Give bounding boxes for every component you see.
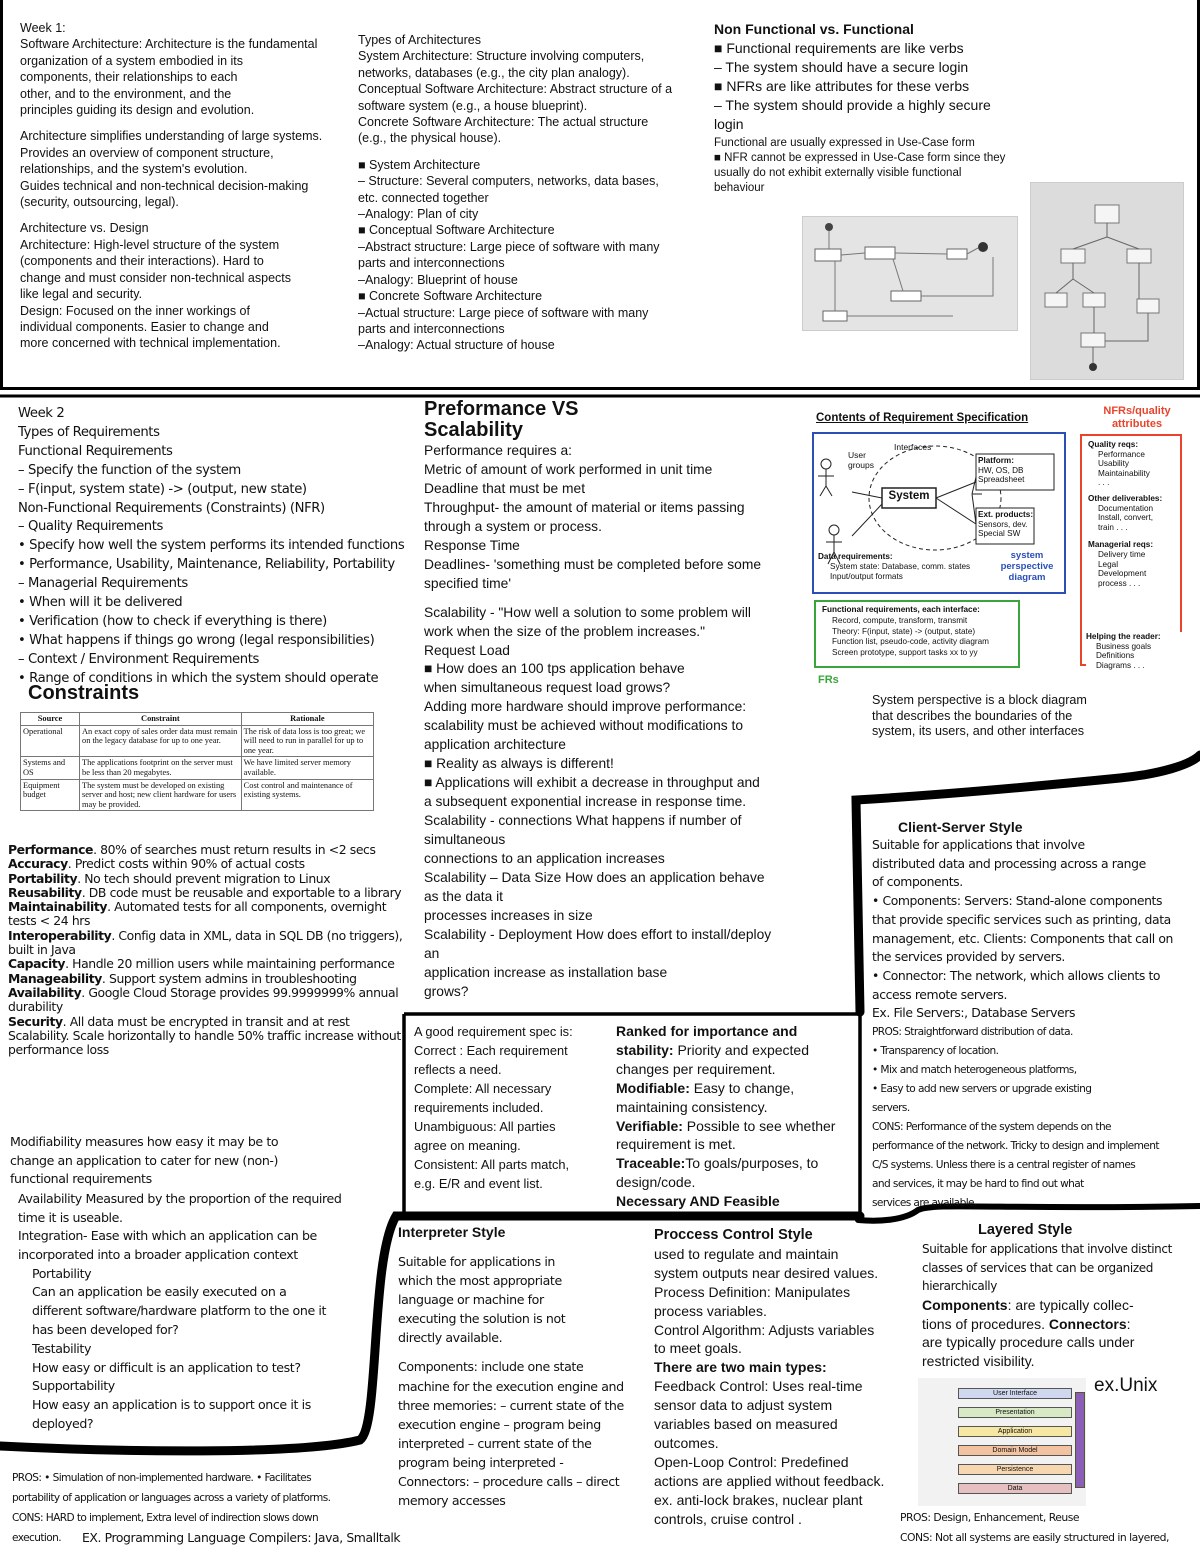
nfr-fr-note: behaviour	[714, 182, 765, 194]
ranked-text: Priority and expected changes per requirement.	[616, 1041, 809, 1077]
perf-line: Deadlines- 'something must be completed before some	[424, 556, 761, 572]
perf-title-line1: Preformance VS	[424, 398, 579, 420]
nfr-fr-note: usually do not exhibit externally visible functional	[714, 167, 962, 179]
week2-line: • Verification (how to check if everything is there)	[18, 613, 327, 629]
nfr-text: . Google Cloud Storage provides 99.9999999% annual durability	[8, 984, 399, 1015]
system-label: System	[888, 490, 930, 502]
process-type-line: Feedback Control: Uses real-time	[654, 1378, 863, 1395]
interpreter-line: machine for the execution engine and	[398, 1378, 624, 1394]
process-line: system outputs near desired values.	[654, 1264, 879, 1281]
integration-line: How easy or difficult is an application to test?	[32, 1359, 301, 1375]
nfr-fr-line: – The system should provide a highly secure	[714, 97, 991, 113]
table-header: Source	[21, 713, 80, 726]
managerial-item: Delivery time	[1098, 549, 1146, 559]
user-groups-label: User groups	[848, 450, 874, 470]
other-deliverables-label: Other deliverables:	[1088, 493, 1163, 503]
interpreter-pros-line: portability of application or languages across a variety of platforms.	[12, 1492, 331, 1504]
deliverable-item: Documentation	[1098, 503, 1154, 513]
good-req-line: Complete: All necessary	[414, 1081, 552, 1096]
perf-line: Deadline that must be met	[424, 480, 586, 496]
arch-type-line: ■ Conceptual Software Architecture	[358, 223, 555, 238]
layered-pros-line: CONS: Not all systems are easily structured in layered,	[900, 1531, 1169, 1544]
layered-line: restricted visibility.	[922, 1353, 1035, 1370]
client-server-line: Ex. File Servers:, Database Servers	[872, 1005, 1075, 1021]
week1-line: other, and to the environment, and the	[20, 86, 232, 101]
week2-line: • Range of conditions in which the system should operate	[18, 670, 379, 686]
arch-type-line: parts and interconnections	[358, 321, 505, 336]
perf-line: ■ How does an 100 tps application behave	[424, 661, 685, 677]
nfr-text: . Automated tests for all components, overnight tests < 24 hrs	[8, 899, 387, 929]
integration-line: different software/hardware platform to the one it	[32, 1303, 327, 1319]
client-server-title: Client-Server Style	[898, 819, 1023, 835]
frs-label: FRs	[818, 674, 839, 686]
client-server-proscons: CONS: Performance of the system depends on the	[872, 1121, 1111, 1134]
client-server-line: that provide specific services such as printing, data	[872, 911, 1171, 927]
verifiable-term: Verifiable:	[616, 1117, 683, 1134]
modifiable-item	[616, 1079, 852, 1117]
perf-line: application increase as installation base	[424, 964, 668, 980]
traceable-term: Traceable:	[616, 1155, 686, 1172]
week1-line: Software Architecture: Architecture is the fundamental	[20, 37, 318, 52]
client-server-proscons: • Mix and match heterogeneous platforms,	[872, 1064, 1077, 1077]
week1-line: Provides an overview of component structure,	[20, 145, 274, 160]
week1-line: Architecture vs. Design	[20, 221, 149, 236]
week2-line: – Quality Requirements	[18, 519, 163, 535]
perf-line: Scalability – Data Size How does an application behave	[424, 869, 765, 885]
verifiable-text: Possible to see whether requirement is met.	[616, 1117, 836, 1153]
layered-example-text: ex.Unix	[1094, 1375, 1158, 1396]
nfr-term: Capacity	[8, 956, 66, 972]
client-server-proscons: performance of the network. Tricky to design and implement	[872, 1140, 1159, 1153]
perf-line: grows?	[424, 983, 469, 999]
week2-line: Functional Requirements	[18, 443, 173, 459]
layered-architecture-diagram	[918, 1378, 1086, 1506]
arch-type-line: –Analogy: Actual structure of house	[358, 338, 555, 353]
integration-line: Testability	[32, 1340, 91, 1356]
interpreter-line	[398, 1347, 648, 1357]
client-server-line: Suitable for applications that involve	[872, 837, 1085, 852]
integration-line: Portability	[32, 1265, 92, 1281]
process-type-line: sensor data to adjust system	[654, 1397, 833, 1414]
func-item: Theory: F(input, state) -> (output, state)	[832, 626, 976, 636]
perf-line: Adding more hardware should improve performance:	[424, 699, 747, 715]
data-req-items: System state: Database, comm. states Input/output formats	[830, 562, 971, 581]
req-spec-title: Contents of Requirement Specification	[816, 412, 1029, 424]
week2-line: – Managerial Requirements	[18, 576, 188, 592]
arch-type-line: parts and interconnections	[358, 256, 505, 271]
interpreter-line: executing the solution is not	[398, 1311, 566, 1327]
layer-box: Persistence	[958, 1464, 1072, 1475]
necessary-term: Necessary AND Feasible	[616, 1193, 780, 1210]
process-line: Process Definition: Manipulates	[654, 1283, 851, 1300]
nfr-term: Accuracy	[8, 856, 68, 872]
week1-line: (security, outsourcing, legal).	[20, 195, 179, 210]
interpreter-section	[398, 1222, 648, 1510]
good-req-line: Unambiguous: All parties	[414, 1119, 556, 1134]
table-cell: An exact copy of sales order data must remain on the legacy database for up to one year.	[80, 725, 242, 757]
interpreter-title: Interpreter Style	[398, 1224, 506, 1240]
arch-type-line: –Actual structure: Large piece of software with many	[358, 305, 649, 320]
week1-line: principles guiding its design and evolution.	[20, 103, 255, 118]
helping-item: Definitions	[1096, 651, 1135, 661]
perf-line: work when the size of the problem increases."	[424, 623, 705, 639]
week1-line: Guides technical and non-technical decision-making	[20, 178, 309, 193]
table-header: Constraint	[80, 713, 242, 726]
perf-line: a subsequent exponential increase in response time.	[424, 794, 747, 810]
client-server-line: management, etc. Clients: Components that call on	[872, 930, 1173, 946]
perf-line: Performance requires a:	[424, 443, 572, 458]
connectors-lead: tions of procedures.	[922, 1315, 1049, 1332]
process-type-line: variables based on measured	[654, 1416, 838, 1433]
modifiability-line: functional requirements	[10, 1171, 152, 1187]
data-req-label: Data requirements:	[818, 552, 893, 561]
client-server-line: the services provided by servers.	[872, 949, 1065, 965]
arch-type-line: –Analogy: Plan of city	[358, 207, 479, 222]
modifiability-line: Modifiability measures how easy it may be to	[10, 1134, 279, 1149]
layer-box: Presentation	[958, 1407, 1072, 1418]
process-control-section	[654, 1226, 914, 1529]
modifiable-text: Easy to change, maintaining consistency.	[616, 1079, 795, 1115]
func-item: Record, compute, transform, transmit	[832, 615, 968, 625]
deliverable-item: train . . .	[1098, 522, 1128, 532]
week1-line: Architecture: High-level structure of the system	[20, 237, 280, 252]
perf-line: Request Load	[424, 642, 510, 658]
traceable-item	[616, 1154, 852, 1192]
caption-line: system, its users, and other interfaces	[872, 724, 1085, 738]
good-req-line: e.g. E/R and event list.	[414, 1176, 543, 1191]
good-req-line: A good requirement spec is:	[414, 1024, 573, 1039]
week1-line: organization of a system embodied in its	[20, 53, 244, 68]
caption-line: System perspective is a block diagram	[872, 693, 1087, 707]
week1-line: individual components. Easier to change and	[20, 319, 269, 334]
nfr-text: . Handle 20 million users while maintaining performance	[65, 956, 395, 972]
helping-item: Business goals	[1096, 641, 1152, 651]
caption-line: that describes the boundaries of the	[872, 708, 1073, 723]
interpreter-example-text: EX. Programming Language Compilers: Java, Smalltalk	[82, 1530, 401, 1545]
nfr-text: . DB code must be reusable and exportable to a library	[81, 884, 402, 900]
nfr-term: Manageability	[8, 970, 102, 986]
process-type-line: ex. anti-lock brakes, nuclear plant	[654, 1491, 863, 1508]
week2-line: – F(input, system state) -> (output, new state)	[18, 481, 307, 497]
arch-type-line: software system (e.g., a house blueprint).	[358, 98, 588, 113]
nfr-text: . 80% of searches must return results in <2 secs	[93, 842, 376, 857]
nfr-text: . Config data in XML, data in SQL DB (no triggers), built in Java	[8, 927, 403, 958]
week2-line: • What happens if things go wrong (legal responsibilities)	[18, 632, 375, 648]
helping-item: Diagrams . . .	[1096, 660, 1145, 670]
process-type-line: Open-Loop Control: Predefined	[654, 1453, 849, 1470]
arch-type-line: ■ Concrete Software Architecture	[358, 289, 543, 304]
managerial-item: Development	[1098, 569, 1147, 579]
integration-line: incorporated into a broader application context	[18, 1246, 298, 1262]
quality-item: Maintainability	[1098, 468, 1150, 478]
perf-line: Scalability - connections What happens if number of	[424, 813, 742, 829]
arch-type-line: – Structure: Several computers, networks, data bases,	[358, 174, 659, 189]
arch-type-line: Concrete Software Architecture: The actual structure	[358, 115, 649, 130]
arch-type-line: etc. connected together	[358, 190, 489, 205]
connectors-term: Connectors	[1048, 1315, 1127, 1332]
nfr-term: Interoperability	[8, 927, 112, 943]
client-server-line: • Connector: The network, which allows clients to	[872, 967, 1161, 983]
traceable-text: To goals/purposes, to design/code.	[616, 1155, 819, 1191]
integration-line: Can an application be easily executed on a	[32, 1284, 287, 1300]
layered-example	[1094, 1375, 1158, 1396]
client-server-line: access remote servers.	[872, 986, 1008, 1002]
managerial-item: process . . .	[1098, 578, 1141, 588]
week2-line: • Performance, Usability, Maintenance, Reliability, Portability	[18, 557, 395, 573]
interpreter-pros-line: PROS: • Simulation of non-implemented hardware. • Facilitates	[12, 1472, 311, 1484]
layer-box: Application	[958, 1426, 1072, 1437]
layered-pros-line: PROS: Design, Enhancement, Reuse	[900, 1511, 1079, 1524]
nfr-text: . No tech should prevent migration to Linux	[77, 870, 331, 886]
arch-type-line: –Analogy: Blueprint of house	[358, 272, 518, 287]
integration-line: How easy an application is to support once it is	[32, 1397, 311, 1413]
interpreter-pros-line: CONS: HARD to implement, Extra level of indirection slows down	[12, 1512, 319, 1524]
arch-type-line: ■ System Architecture	[358, 157, 481, 172]
week2-line: – Specify the function of the system	[18, 462, 241, 478]
nfr-text: Scalability. Scale horizontally to handle 50% traffic increase without performance loss	[8, 1027, 401, 1058]
client-server-proscons: C/S systems. Unless there is a central register of names	[872, 1159, 1136, 1172]
good-req-right	[616, 1022, 852, 1211]
nfr-fr-line: ■ Functional requirements are like verbs	[714, 40, 964, 56]
good-req-line: requirements included.	[414, 1100, 544, 1115]
nfr-text: . All data must be encrypted in transit and at rest	[62, 1013, 350, 1029]
functional-req-label: Functional requirements, each interface:	[822, 605, 980, 614]
perf-line: through a system or process.	[424, 518, 602, 534]
cross-cutting-bar	[1075, 1392, 1085, 1488]
layer-box: Domain Model	[958, 1445, 1072, 1456]
quality-item: . . .	[1098, 478, 1110, 488]
modifiability-line: change an application to cater for new (non-)	[10, 1152, 279, 1168]
arch-type-line: –Abstract structure: Large piece of software with many	[358, 239, 660, 254]
client-server-proscons: • Transparency of location.	[872, 1045, 999, 1058]
table-cell: Systems and OS	[21, 757, 80, 779]
availability-line: time it is useable.	[18, 1209, 123, 1225]
quality-item: Performance	[1098, 449, 1145, 459]
integration-line: Supportability	[32, 1378, 115, 1394]
perf-line: an	[424, 945, 440, 961]
integration-line: deployed?	[32, 1415, 94, 1431]
perf-title-line2: Scalability	[424, 419, 523, 441]
platform-label: Platform:	[978, 456, 1014, 465]
nfr-fr-line: – The system should have a secure login	[714, 59, 969, 75]
layer-box: Data	[958, 1483, 1072, 1494]
process-type-line: actions are applied without feedback.	[654, 1472, 885, 1489]
nfr-fr-note: ■ NFR cannot be expressed in Use-Case form since they	[714, 152, 1006, 164]
quality-item: Usability	[1098, 459, 1129, 469]
availability-line: Availability Measured by the proportion of the required	[18, 1191, 342, 1206]
client-server-proscons: PROS: Straightforward distribution of data.	[872, 1026, 1073, 1039]
perf-line: processes increases in size	[424, 907, 593, 923]
interpreter-line: interpreted – current state of the	[398, 1435, 592, 1451]
client-server-proscons: and services, it may be hard to find out what	[872, 1178, 1084, 1191]
layered-pros-cons	[900, 1508, 1198, 1548]
process-line: to meet goals.	[654, 1340, 742, 1357]
necessary-item	[616, 1192, 852, 1211]
integration-line: has been developed for?	[32, 1321, 179, 1337]
interpreter-line: language or machine for	[398, 1292, 544, 1308]
client-server-line: of components.	[872, 874, 963, 890]
deliverable-item: Install, convert,	[1098, 513, 1154, 523]
week2-line: • When will it be delivered	[18, 595, 183, 611]
ext-products-label: Ext. products:	[978, 510, 1034, 519]
week1-line: (components and their interactions). Hard to	[20, 254, 264, 269]
layered-line: Suitable for applications that involve distinct	[922, 1242, 1172, 1256]
perf-line: ■ Reality as always is different!	[424, 756, 614, 772]
layer-box: User Interface	[958, 1388, 1072, 1399]
interfaces-label: Interfaces	[894, 442, 932, 452]
perf-line: as the data it	[424, 888, 504, 904]
interpreter-line: memory accesses	[398, 1493, 506, 1509]
good-req-line: agree on meaning.	[414, 1138, 521, 1153]
table-cell: The system must be developed on existing server and host; new client hardware for users may be provided.	[80, 779, 242, 811]
perf-line: specified time'	[424, 575, 511, 591]
good-req-line: Consistent: All parts match,	[414, 1157, 570, 1172]
table-cell: Operational	[21, 725, 80, 757]
interpreter-line: Connectors: – procedure calls – direct	[398, 1474, 620, 1490]
table-cell: Equipment budget	[21, 779, 80, 811]
perf-line: Scalability - "How well a solution to some problem will	[424, 604, 751, 620]
table-cell: We have limited server memory available.	[241, 757, 373, 779]
client-server-line: • Components: Servers: Stand-alone components	[872, 893, 1163, 909]
nfr-fr-line: login	[714, 116, 744, 132]
integration-line: Integration- Ease with which an application can be	[18, 1228, 317, 1243]
ranked-item	[616, 1022, 852, 1079]
perf-line: simultaneous	[424, 832, 506, 848]
arch-type-line: (e.g., the physical house).	[358, 131, 502, 146]
week1-line: like legal and security.	[20, 287, 143, 302]
interpreter-line: Components: include one state	[398, 1359, 584, 1375]
client-server-line: distributed data and processing across a range	[872, 855, 1146, 871]
verifiable-item	[616, 1117, 852, 1155]
week1-line: Design: Focused on the inner workings of	[20, 303, 250, 318]
platform-items: HW, OS, DB Spreadsheet	[978, 465, 1025, 484]
arch-type-line: System Architecture: Structure involving computers,	[358, 49, 645, 64]
nfr-term: Security	[8, 1013, 63, 1029]
helping-label: Helping the reader:	[1086, 632, 1161, 641]
week1-line: Week 1:	[20, 21, 66, 35]
layered-connectors	[922, 1315, 1194, 1334]
interpreter-line: which the most appropriate	[398, 1273, 562, 1289]
interpreter-example	[82, 1530, 400, 1546]
week2-line: Week 2	[18, 406, 65, 421]
quality-reqs-label: Quality reqs:	[1088, 440, 1139, 449]
table-cell: The risk of data loss is too great; we will need to run in parallel for up to one year.	[241, 725, 373, 757]
process-control-title: Proccess Control Style	[654, 1227, 813, 1243]
client-server-proscons: services are available.	[872, 1197, 977, 1210]
managerial-reqs-label: Managerial reqs:	[1088, 540, 1154, 550]
table-cell: The applications footprint on the server must be less than 20 megabytes.	[80, 757, 242, 779]
nfr-term: Maintainability	[8, 899, 108, 915]
week2-line: Non-Functional Requirements (Constraints) (NFR)	[18, 500, 325, 516]
interpreter-line: execution engine – program being	[398, 1416, 601, 1432]
process-line: Control Algorithm: Adjusts variables	[654, 1321, 875, 1338]
good-req-line: reflects a need.	[414, 1062, 502, 1077]
perf-line: when simultaneous request load grows?	[424, 680, 671, 696]
nfr-term: Performance	[8, 842, 94, 857]
nfr-fr-note: Functional are usually expressed in Use-Case form	[714, 137, 975, 149]
good-req-line: Correct : Each requirement	[414, 1043, 568, 1058]
nfr-quality-title: NFRs/quality attributes	[1103, 405, 1171, 430]
interpreter-line: directly available.	[398, 1330, 503, 1346]
connectors-colon: :	[1126, 1315, 1131, 1332]
client-server-section	[872, 818, 1192, 1213]
perf-line: Scalability - Deployment How does effort to install/deploy	[424, 926, 772, 942]
func-item: Screen prototype, support tasks xx to yy	[832, 648, 978, 658]
layered-title: Layered Style	[978, 1222, 1073, 1238]
layered-section	[922, 1220, 1194, 1371]
perf-line: scalability must be achieved without modifications to	[424, 718, 744, 734]
constraints-heading: Constraints	[28, 682, 140, 704]
interpreter-pros-line: execution.	[12, 1532, 61, 1544]
modifiable-term: Modifiable:	[616, 1079, 690, 1096]
arch-type-line: Types of Architectures	[358, 33, 481, 47]
week1-line: Architecture simplifies understanding of large systems.	[20, 129, 323, 144]
process-type-line: outcomes.	[654, 1434, 719, 1451]
process-line: process variables.	[654, 1302, 767, 1319]
nfr-term: Reusability	[8, 884, 82, 900]
components-text: : are typically collec-	[1007, 1296, 1134, 1313]
week1-line: more concerned with technical implementation.	[20, 336, 281, 351]
table-header: Rationale	[241, 713, 373, 726]
layered-line: classes of services that can be organized	[922, 1260, 1153, 1275]
nfr-text: . Predict costs within 90% of actual costs	[67, 856, 305, 872]
layered-components	[922, 1296, 1194, 1315]
ranked-term: Ranked for importance and stability:	[616, 1023, 798, 1058]
week2-line: Types of Requirements	[18, 424, 160, 440]
perf-line: ■ Applications will exhibit a decrease in throughput and	[424, 775, 760, 791]
perf-line: connections to an application increases	[424, 851, 665, 867]
system-perspective-label: system perspective diagram	[1000, 550, 1054, 583]
nfr-text: . Support system admins in troubleshooting	[101, 970, 357, 986]
nfr-vs-fr-title: Non Functional vs. Functional	[714, 21, 914, 37]
nfr-fr-line: ■ NFRs are like attributes for these verbs	[714, 78, 970, 94]
week2-line: – Context / Environment Requirements	[18, 651, 259, 667]
perf-line: Throughput- the amount of material or items passing	[424, 499, 745, 515]
components-term: Components	[922, 1296, 1008, 1313]
nfr-term: Availability	[8, 984, 82, 1000]
week1-line: change and must consider non-technical aspects	[20, 270, 291, 285]
process-line: used to regulate and maintain	[654, 1245, 839, 1262]
arch-type-line: Conceptual Software Architecture: Abstract structure of a	[358, 82, 673, 97]
managerial-item: Legal	[1098, 559, 1119, 569]
client-server-proscons: • Easy to add new servers or upgrade existing	[872, 1083, 1092, 1096]
ext-products-items: Sensors, dev. Special SW	[978, 519, 1028, 538]
layered-line: are typically procedure calls under	[922, 1334, 1135, 1351]
layered-line: hierarchically	[922, 1279, 997, 1294]
nfr-term: Portability	[8, 870, 78, 886]
interpreter-line: Suitable for applications in	[398, 1254, 556, 1269]
process-types-title: There are two main types:	[654, 1359, 827, 1376]
client-server-proscons: servers.	[872, 1102, 910, 1115]
perf-line: Metric of amount of work performed in unit time	[424, 461, 713, 477]
interpreter-line: three memories: – current state of the	[398, 1397, 624, 1413]
perf-line: application architecture	[424, 737, 566, 753]
table-cell: Cost control and maintenance of existing systems.	[241, 779, 373, 811]
func-item: Function list, pseudo-code, activity diagram	[832, 637, 990, 647]
perf-line: Response Time	[424, 537, 520, 553]
week1-line: relationships, and the system's evolution.	[20, 162, 248, 177]
interpreter-line: program being interpreted -	[398, 1454, 564, 1470]
arch-type-line: networks, databases (e.g., the city plan analogy).	[358, 65, 630, 80]
process-type-line: controls, cruise control .	[654, 1510, 802, 1527]
good-req-left	[414, 1022, 614, 1193]
week2-line: • Specify how well the system performs its intended functions	[18, 538, 405, 554]
week1-line: components, their relationships to each	[20, 70, 238, 85]
